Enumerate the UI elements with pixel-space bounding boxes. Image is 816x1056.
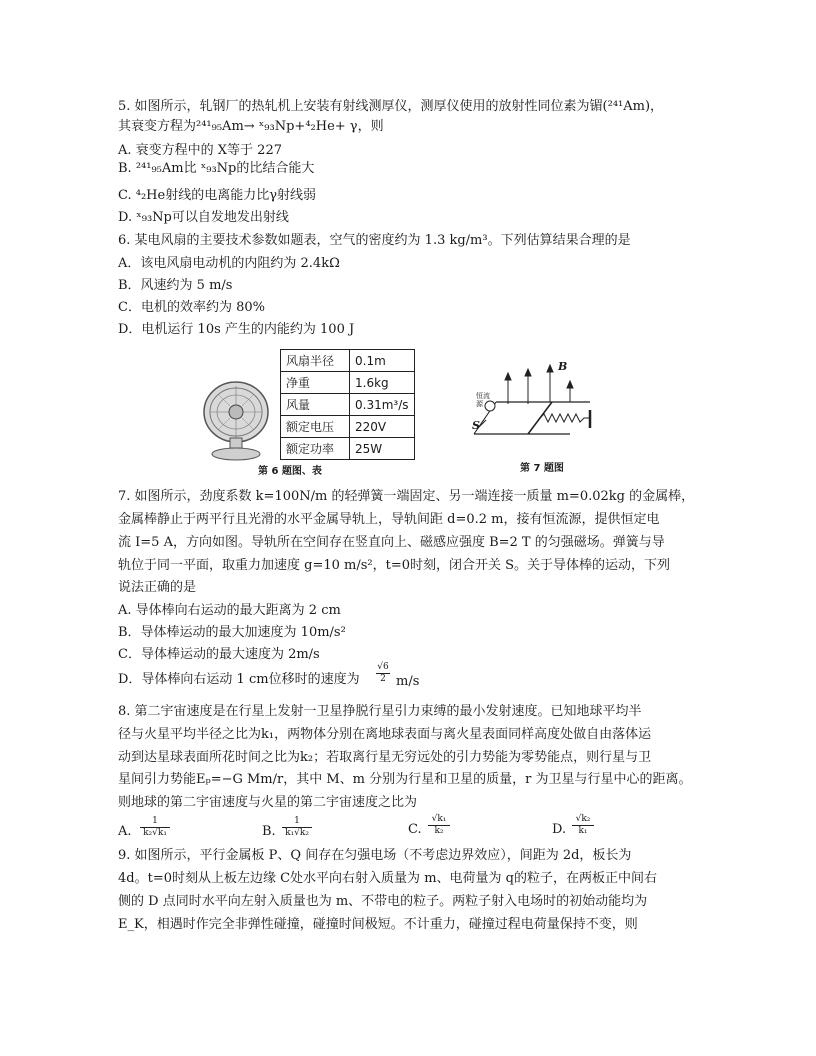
- q8-stem-line1: 8. 第二宇宙速度是在行星上发射一卫星挣脱行星引力束缚的最小发射速度。已知地球平均半: [118, 704, 642, 719]
- q8-option-c-label: C.: [408, 822, 422, 837]
- table-cell: 25W: [350, 438, 415, 460]
- q6-option-a: A．该电风扇电动机的内阻约为 2.4kΩ: [118, 256, 340, 271]
- table-cell: 额定功率: [281, 438, 350, 460]
- table-cell: 额定电压: [281, 416, 350, 438]
- electric-fan-image: [196, 376, 276, 462]
- fig6-caption: 第 6 题图、表: [258, 466, 322, 477]
- table-row: [281, 416, 415, 438]
- q7-stem-line4: 轨位于同一平面，取重力加速度 g=10 m/s²，t=0时刻，闭合开关 S。关于导体棒的运动，下列: [118, 558, 671, 573]
- table-cell: 风量: [281, 394, 350, 416]
- table-cell: 1.6kg: [350, 372, 415, 394]
- q8-stem-line3: 动到达星球表面所花时间之比为k₂；若取离行星无穷远处的引力势能为零势能点，则行星与卫: [118, 750, 652, 765]
- table-cell: 0.1m: [350, 350, 415, 372]
- q8-option-d-label: D.: [552, 822, 567, 837]
- q8-option-b-numerator: 1: [282, 816, 312, 828]
- q5-stem-line2: 其衰变方程为²⁴¹₉₅Am→ ˣ₉₃Np+⁴₂He+ γ，则: [118, 119, 384, 134]
- q7-option-d-denominator: 2: [380, 674, 386, 684]
- q5-option-a: A. 衰变方程中的 X等于 227: [118, 143, 282, 158]
- q7-option-d-numerator: √6: [377, 662, 389, 672]
- q5-option-c: C. ⁴₂He射线的电离能力比γ射线弱: [118, 188, 316, 203]
- q5-option-b: B. ²⁴¹₉₅Am比 ˣ₉₃Np的比结合能大: [118, 161, 315, 176]
- q6-option-d: D．电机运行 10s 产生的内能约为 100 J: [118, 322, 355, 337]
- table-row: [281, 350, 415, 372]
- q8-option-b-fraction: [282, 816, 312, 839]
- q8-option-b-label: B.: [262, 824, 276, 839]
- fig7-label-s: S: [472, 419, 480, 432]
- q8-stem-line4: 星间引力势能Eₚ=−G Mm/r，其中 M、m 分别为行星和卫星的质量，r 为卫星与行星中心的距离。: [118, 772, 692, 787]
- q7-option-d-fraction: [376, 662, 390, 685]
- fig7-label-current-source: 恒流源: [476, 392, 490, 408]
- q6-option-b: B．风速约为 5 m/s: [118, 278, 233, 293]
- table-row: [281, 394, 415, 416]
- q9-stem-line1: 9. 如图所示，平行金属板 P、Q 间存在匀强电场（不考虑边界效应），间距为 2d，板长为: [118, 848, 632, 863]
- q8-option-a-numerator: 1: [140, 816, 170, 828]
- table-row: [281, 372, 415, 394]
- table-cell: 净重: [281, 372, 350, 394]
- fan-spec-table: [280, 349, 415, 460]
- fig7-label-b: B: [558, 360, 568, 373]
- table-cell: 0.31m³/s: [350, 394, 415, 416]
- q8-option-c-denominator: k₂: [434, 826, 444, 836]
- q8-option-c-numerator: √k₁: [428, 814, 450, 826]
- q9-stem-line4: E_K，相遇时作完全非弹性碰撞，碰撞时间极短。不计重力，碰撞过程电荷量保持不变，则: [118, 917, 638, 932]
- q7-stem-line1: 7. 如图所示，劲度系数 k=100N/m 的轻弹簧一端固定、另一端连接一质量 m=0.02kg 的金属棒，: [118, 489, 695, 504]
- q9-stem-line3: 侧的 D 点同时水平向左射入质量也为 m、不带电的粒子。两粒子射入电场时的初始动能均为: [118, 894, 648, 909]
- q7-option-a: A. 导体棒向右运动的最大距离为 2 cm: [118, 603, 341, 618]
- q7-option-d-unit: m/s: [396, 674, 420, 689]
- q7-option-c: C．导体棒运动的最大速度为 2m/s: [118, 647, 320, 662]
- q8-option-d-denominator: k₁: [578, 826, 588, 836]
- q7-stem-line3: 流 I=5 A，方向如图。导轨所在空间存在竖直向上、磁感应强度 B=2 T 的匀强磁场。弹簧与导: [118, 535, 665, 550]
- q8-option-d-fraction: [572, 814, 594, 837]
- q5-option-d: D. ˣ₉₃Np可以自发地发出射线: [118, 210, 289, 225]
- q8-option-d-numerator: √k₂: [572, 814, 594, 826]
- q8-stem-line5: 则地球的第二宇宙速度与火星的第二宇宙速度之比为: [118, 795, 418, 810]
- table-cell: 220V: [350, 416, 415, 438]
- q7-stem-line2: 金属棒静止于两平行且光滑的水平金属导轨上，导轨间距 d=0.2 m，接有恒流源，提供恒定电: [118, 512, 660, 527]
- q7-stem-line5: 说法正确的是: [118, 580, 197, 595]
- q7-option-d: D．导体棒向右运动 1 cm位移时的速度为: [118, 672, 360, 687]
- q8-option-a-label: A.: [118, 824, 132, 839]
- q8-option-a-fraction: [140, 816, 170, 839]
- q5-stem-line1: 5. 如图所示，轧钢厂的热轧机上安装有射线测厚仪，测厚仪使用的放射性同位素为镅(²⁴¹Am)，: [118, 99, 664, 114]
- q7-option-b: B．导体棒运动的最大加速度为 10m/s²: [118, 625, 346, 640]
- q8-option-a-denominator: k₂√k₁: [143, 828, 167, 838]
- fig7-caption: 第 7 题图: [520, 463, 564, 474]
- q8-option-c-fraction: [428, 814, 450, 837]
- table-row: [281, 438, 415, 460]
- table-cell: 风扇半径: [281, 350, 350, 372]
- q8-stem-line2: 径与火星平均半径之比为k₁，两物体分别在离地球表面与离火星表面同样高度处做自由落体运: [118, 727, 652, 742]
- q8-option-b-denominator: k₁√k₂: [285, 828, 309, 838]
- q9-stem-line2: 4d。t=0时刻从上板左边缘 C处水平向右射入质量为 m、电荷量为 q的粒子，在两板正中间右: [118, 871, 657, 886]
- q6-option-c: C．电机的效率约为 80%: [118, 300, 265, 315]
- q6-stem: 6. 某电风扇的主要技术参数如题表，空气的密度约为 1.3 kg/m³。下列估算结果合理的是: [118, 233, 631, 248]
